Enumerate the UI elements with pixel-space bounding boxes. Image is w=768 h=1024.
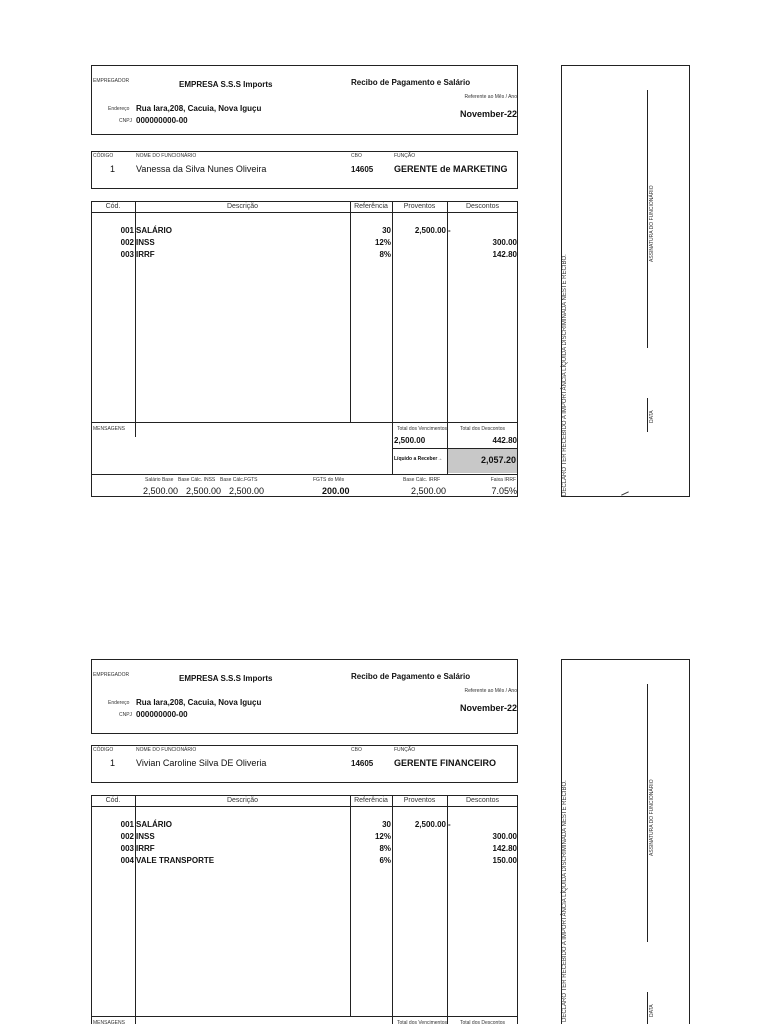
totals-divider <box>91 1016 518 1017</box>
header-cod: Cód. <box>105 203 121 210</box>
irrf-base-value: 2,500.00 <box>411 486 447 496</box>
date-label: DATA <box>649 410 655 423</box>
cnpj-value: 000000000-00 <box>136 116 188 125</box>
irrf-bracket-value: 7.05% <box>491 486 517 496</box>
employer-label: EMPREGADOR <box>93 672 130 678</box>
salary-base-value: 2,500.00 <box>143 486 179 496</box>
fgts-month-label: FGTS do Mês <box>313 477 345 483</box>
reference-month: November-22 <box>459 703 517 713</box>
net-label <box>394 456 442 462</box>
row-reference: 12% <box>374 238 391 247</box>
code-label: CÓDIGO <box>93 153 114 159</box>
date-line <box>647 992 648 1024</box>
header-box <box>91 659 518 734</box>
total-deductions-label: Total dos Descontos <box>459 1020 506 1024</box>
row-cod: 001 <box>120 820 134 829</box>
row-description: IRRF <box>136 844 155 853</box>
row-cod: 002 <box>120 238 134 247</box>
employee-role: GERENTE FINANCEIRO <box>394 758 497 768</box>
inss-base-value: 2,500.00 <box>186 486 222 496</box>
row-reference: 12% <box>374 832 391 841</box>
header-deductions: Descontos <box>465 797 500 804</box>
doc-title: Recibo de Pagamento e Salário <box>351 78 471 87</box>
row-reference: 8% <box>379 250 391 259</box>
row-deductions: 142.80 <box>492 844 517 853</box>
totals-divider <box>91 422 518 423</box>
total-deductions-label: Total dos Descontos <box>459 426 506 432</box>
signature-label: ASSINATURA DO FUNCIONÁRIO <box>649 779 655 856</box>
header-reference: Referência <box>354 203 388 210</box>
employee-name-label: NOME DO FUNCIONÁRIO <box>136 747 197 753</box>
signature-stub <box>561 659 690 1024</box>
total-earnings-label: Total dos Vencimentos <box>396 426 447 432</box>
cnpj-value: 000000000-00 <box>136 710 188 719</box>
col-divider <box>392 201 393 474</box>
reference-month: November-22 <box>459 109 517 119</box>
items-table <box>91 795 518 1024</box>
row-description: INSS <box>136 832 155 841</box>
employee-code: 1 <box>110 758 116 768</box>
row-deductions: 142.80 <box>492 250 517 259</box>
row-cod: 003 <box>120 844 134 853</box>
col-divider <box>392 795 393 1024</box>
row-deductions: 300.00 <box>492 832 517 841</box>
header-description: Descrição <box>226 203 259 210</box>
cbo-label: CBO <box>351 153 362 159</box>
row-earnings-dash: - <box>448 226 451 235</box>
role-label: FUNÇÃO <box>394 747 416 753</box>
employee-cbo: 14605 <box>351 165 374 174</box>
row-cod: 002 <box>120 832 134 841</box>
employee-role: GERENTE de MARKETING <box>394 164 508 174</box>
messages-label: MENSAGENS <box>93 1020 125 1024</box>
fgts-base-label: Base Cálc.FGTS <box>220 477 258 483</box>
total-earnings-value: 2,500.00 <box>394 436 426 445</box>
doc-title: Recibo de Pagamento e Salário <box>351 672 471 681</box>
table-header-divider <box>91 212 518 213</box>
date-line <box>647 398 648 432</box>
total-earnings-label: Total dos Vencimentos <box>396 1020 447 1024</box>
signature-label: ASSINATURA DO FUNCIONÁRIO <box>649 185 655 262</box>
declaration-text: DECLARO TER RECEBIDO A IMPORTÂNCIA LÍQUIDA DISCRIMINADA NESTE RECIBO. <box>562 254 568 496</box>
employee-name-label: NOME DO FUNCIONÁRIO <box>136 153 197 159</box>
header-earnings: Proventos <box>403 797 436 804</box>
total-deductions-value: 442.80 <box>492 436 517 445</box>
row-earnings: 2,500.00 <box>414 820 446 829</box>
row-reference: 8% <box>379 844 391 853</box>
salary-base-label: Salário Base <box>145 477 174 483</box>
fgts-base-value: 2,500.00 <box>229 486 265 496</box>
row-reference: 6% <box>379 856 391 865</box>
address-label: Endereço <box>108 106 130 112</box>
employee-cbo: 14605 <box>351 759 374 768</box>
row-cod: 004 <box>120 856 134 865</box>
row-cod: 001 <box>120 226 134 235</box>
irrf-bracket-label: Faixa IRRF <box>490 477 516 483</box>
header-description: Descrição <box>226 797 259 804</box>
declaration-text: DECLARO TER RECEBIDO A IMPORTÂNCIA LÍQUIDA DISCRIMINADA NESTE RECIBO. <box>562 780 568 1022</box>
header-earnings: Proventos <box>403 203 436 210</box>
row-earnings-dash: - <box>448 820 451 829</box>
code-label: CÓDIGO <box>93 747 114 753</box>
company-name: EMPRESA S.S.S Imports <box>179 674 273 683</box>
cnpj-label: CNPJ <box>119 118 133 124</box>
row-deductions: 150.00 <box>492 856 517 865</box>
row-deductions: 300.00 <box>492 238 517 247</box>
net-arrow: → <box>437 456 443 462</box>
header-reference: Referência <box>354 797 388 804</box>
company-name: EMPRESA S.S.S Imports <box>179 80 273 89</box>
col-divider <box>447 795 448 1024</box>
reference-label: Referente ao Mês / Ano <box>464 94 517 100</box>
net-value: 2,057.20 <box>480 455 516 465</box>
footer-divider <box>91 474 518 475</box>
fgts-month-value: 200.00 <box>322 486 350 496</box>
inss-base-label: Base Cálc. INSS <box>178 477 216 483</box>
messages-label: MENSAGENS <box>93 426 125 432</box>
header-deductions: Descontos <box>465 203 500 210</box>
row-reference: 30 <box>382 820 391 829</box>
employee-code: 1 <box>110 164 116 174</box>
employee-name: Vanessa da Silva Nunes Oliveira <box>136 164 267 174</box>
row-description: INSS <box>136 238 155 247</box>
employee-name: Vivian Caroline Silva DE Oliveria <box>136 758 267 768</box>
cnpj-label: CNPJ <box>119 712 133 718</box>
table-header-divider <box>91 806 518 807</box>
address-label: Endereço <box>108 700 130 706</box>
address-value: Rua Iara,208, Cacuia, Nova Iguçu <box>136 104 262 113</box>
date-label: DATA <box>649 1004 655 1017</box>
address-value: Rua Iara,208, Cacuia, Nova Iguçu <box>136 698 262 707</box>
row-description: SALÁRIO <box>136 820 172 829</box>
row-description: SALÁRIO <box>136 226 172 235</box>
net-label-text: Líquido a Receber <box>394 456 438 462</box>
signature-stub <box>561 65 690 497</box>
irrf-base-label: Base Cálc. IRRF <box>403 477 441 483</box>
row-description: VALE TRANSPORTE <box>136 856 215 865</box>
row-earnings: 2,500.00 <box>414 226 446 235</box>
signature-line <box>647 684 648 942</box>
row-cod: 003 <box>120 250 134 259</box>
header-cod: Cód. <box>105 797 121 804</box>
reference-label: Referente ao Mês / Ano <box>464 688 517 694</box>
col-divider <box>135 201 136 437</box>
col-divider <box>135 795 136 1024</box>
row-description: IRRF <box>136 250 155 259</box>
cbo-label: CBO <box>351 747 362 753</box>
signature-line <box>647 90 648 348</box>
employer-label: EMPREGADOR <box>93 78 130 84</box>
role-label: FUNÇÃO <box>394 153 416 159</box>
row-reference: 30 <box>382 226 391 235</box>
